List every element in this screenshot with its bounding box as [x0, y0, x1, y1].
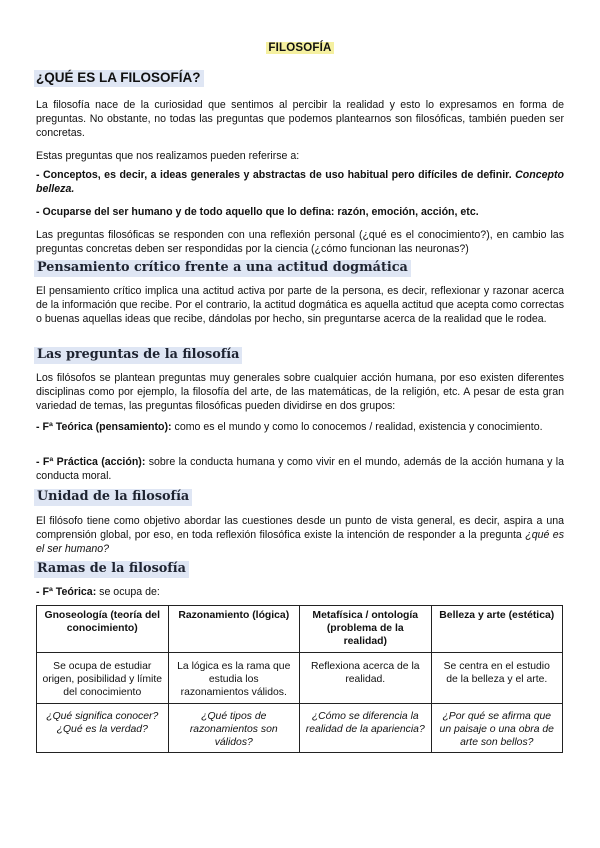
- ramas-intro-label: - Fª Teórica:: [36, 586, 97, 598]
- document-title-row: [0, 41, 600, 55]
- ramas-intro: [36, 585, 564, 599]
- item-teorica: [36, 420, 564, 434]
- paragraph: Los filósofos se plantean preguntas muy generales sobre cualquier acción humana, por eso existen diferentes disciplinas como por ejemplo, la filosofía del arte, de las matemáticas, de la religión, etc. A pesar de esta gran variedad de temas, las preguntas filosóficas pueden dividirse en dos grupos:: [36, 372, 564, 412]
- table-row-descriptions: [37, 653, 563, 704]
- item-label: - Fª Práctica (acción):: [36, 456, 146, 468]
- bullet-ser-humano: [36, 205, 564, 219]
- table-cell: ¿Qué significa conocer? ¿Qué es la verdad?: [37, 704, 169, 753]
- item-text: sobre la conducta humana y como vivir en el mundo, además de la acción humana y la conducta moral.: [36, 456, 564, 482]
- table-cell: La lógica es la rama que estudia los razonamientos válidos.: [168, 653, 300, 704]
- paragraph-question: ¿qué es el ser humano?: [36, 529, 564, 555]
- paragraph: La filosofía nace de la curiosidad que sentimos al percibir la realidad y esto lo expresamos en forma de preguntas. No obstante, no todas las preguntas que podemos plantearnos son filosóficas, también pueden ser concretas.: [36, 99, 564, 139]
- table-header: Belleza y arte (estética): [431, 606, 563, 653]
- section-heading-pensamiento: Pensamiento crítico frente a una actitud dogmática: [34, 260, 411, 277]
- table-header: Metafísica / ontología (problema de la realidad): [300, 606, 432, 653]
- paragraph: Las preguntas filosóficas se responden con una reflexión personal (¿qué es el conocimiento?), en cambio las preguntas concretas deben ser respondidas por la ciencia (¿cómo funcionan las neuronas?): [36, 229, 564, 255]
- paragraph: [36, 514, 564, 556]
- table-cell: Reflexiona acerca de la realidad.: [300, 653, 432, 704]
- ramas-intro-text: se ocupa de:: [96, 586, 160, 598]
- table-row-questions: [37, 704, 563, 753]
- item-practica: [36, 455, 564, 483]
- table-header: Gnoseología (teoría del conocimiento): [37, 606, 169, 653]
- table-header: Razonamiento (lógica): [168, 606, 300, 653]
- table-cell: ¿Cómo se diferencia la realidad de la apariencia?: [300, 704, 432, 753]
- document-title: FILOSOFÍA: [268, 42, 332, 54]
- bullet-conceptos: [36, 168, 564, 196]
- paragraph: Estas preguntas que nos realizamos pueden referirse a:: [36, 150, 300, 162]
- bullet-example: Concepto belleza.: [36, 169, 564, 195]
- table-cell: Se ocupa de estudiar origen, posibilidad y límite del conocimiento: [37, 653, 169, 704]
- table-cell: ¿Por qué se afirma que un paisaje o una obra de arte son bellos?: [431, 704, 563, 753]
- paragraph: El pensamiento crítico implica una actitud activa por parte de la persona, es decir, reflexionar y razonar acerca de la información que recibe. Por el contrario, la actitud dogmática es aquella actitud que acepta como correctas o buenas aquellas ideas que recibe, dándolas por hecho, sin preguntarse acerca de la realidad que le rodea.: [36, 285, 564, 325]
- section-heading-preguntas: Las preguntas de la filosofía: [34, 347, 242, 364]
- item-label: - Fª Teórica (pensamiento):: [36, 421, 172, 433]
- table-cell: ¿Qué tipos de razonamientos son válidos?: [168, 704, 300, 753]
- paragraph-text: El filósofo tiene como objetivo abordar las cuestiones desde un punto de vista general, es decir, aspira a una comprensión global, por eso, en toda reflexión filosófica existe la intención de responder a la pregunta: [36, 515, 564, 541]
- bullet-text: - Ocuparse del ser humano y de todo aquello que lo defina: razón, emoción, acción, etc.: [36, 206, 479, 218]
- ramas-table: [36, 605, 563, 753]
- section-heading-que-es: ¿QUÉ ES LA FILOSOFÍA?: [34, 70, 204, 87]
- table-cell: Se centra en el estudio de la belleza y el arte.: [431, 653, 563, 704]
- table-header-row: [37, 606, 563, 653]
- bullet-text: - Conceptos, es decir, a ideas generales y abstractas de uso habitual pero difíciles de definir.: [36, 169, 512, 181]
- section-heading-ramas: Ramas de la filosofía: [34, 561, 189, 578]
- item-text: como es el mundo y como lo conocemos / realidad, existencia y conocimiento.: [171, 421, 543, 433]
- section-heading-unidad: Unidad de la filosofía: [34, 489, 192, 506]
